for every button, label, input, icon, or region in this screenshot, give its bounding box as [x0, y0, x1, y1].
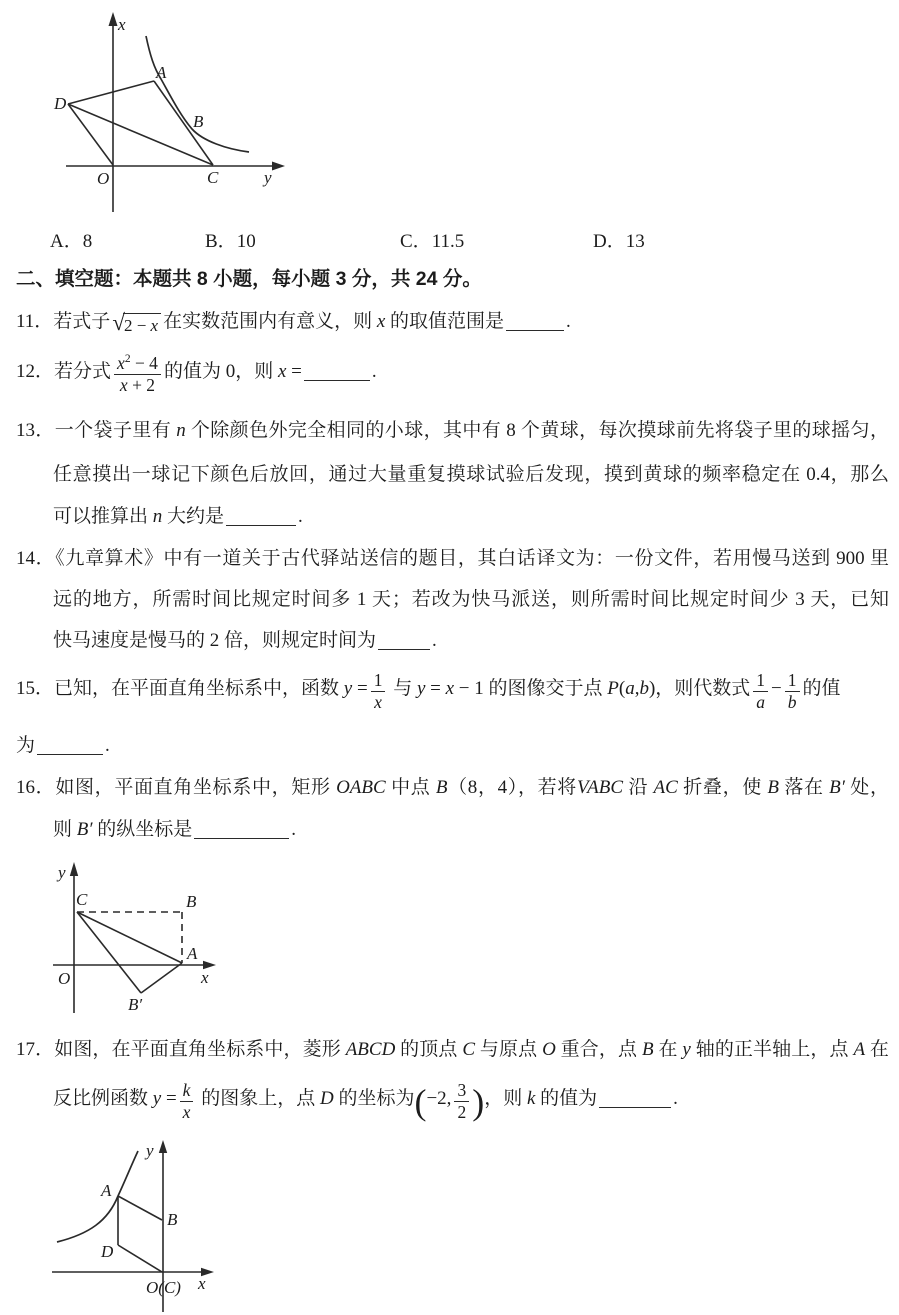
q17-line-1: [16, 1028, 889, 1071]
fig1-point-c-label: C: [207, 168, 219, 187]
q15-text-1b: 与 y = x − 1 的图像交于点 P(a,b)，则代数式: [388, 678, 751, 699]
q13-line-2: [53, 453, 889, 496]
fig3-point-a-label: A: [101, 1181, 112, 1200]
q15-text-1a: 已知，在平面直角坐标系中，函数 y =: [54, 678, 368, 699]
q14-line-3: [53, 619, 437, 662]
option-d: [593, 229, 645, 255]
fig2-x-axis-label: x: [201, 968, 209, 987]
fig1-point-a-label: A: [156, 63, 167, 82]
fig1-hyperbola-curve: [146, 36, 249, 152]
q11-period: .: [566, 311, 571, 332]
q15-answer-blank: [37, 740, 103, 755]
fig3-hyperbola-curve: [57, 1151, 138, 1242]
q17-answer-blank: [599, 1093, 671, 1108]
option-d-value: 13: [625, 231, 645, 252]
q15-f3-den: b: [785, 691, 800, 713]
option-a-letter: A．: [50, 231, 83, 252]
q16-answer-blank: [194, 824, 289, 839]
q12-answer-blank: [304, 366, 370, 381]
fig2-point-c-label: C: [76, 890, 88, 909]
q13-text-3: 可以推算出 n 大约是: [53, 506, 225, 527]
fig2-y-axis-label: y: [58, 863, 66, 882]
q17-period: .: [673, 1088, 678, 1109]
fig1-x-axis-label: x: [118, 15, 126, 34]
fig3-x-axis-label: x: [198, 1274, 206, 1293]
q15-f2-num: 1: [756, 670, 766, 691]
q15-f1-num: 1: [373, 670, 383, 691]
option-c-letter: C．: [400, 231, 432, 252]
q13-text-1: 一个袋子里有 n 个除颜色外完全相同的小球，其中有 8 个黄球，每次摸球前先将袋子里的球摇匀，: [54, 420, 889, 441]
option-c-value: 11.5: [431, 231, 465, 252]
q16-number: 16．: [16, 777, 56, 798]
q17-coordinate-fraction: [454, 1081, 469, 1122]
q17-line-2: [53, 1073, 678, 1125]
q12-period: .: [371, 361, 377, 382]
fig2-fold-triangle: [77, 912, 182, 993]
fig2-origin-label: O: [58, 969, 71, 988]
figure-rhombus-hyperbola: [40, 1136, 220, 1315]
figure-rectangle-fold: [45, 855, 223, 1017]
q13-period: .: [298, 506, 303, 527]
option-b-value: 10: [236, 231, 256, 252]
option-c: [400, 229, 464, 255]
q17-right-paren: ): [472, 1082, 485, 1122]
q16-text-2: 则 B′ 的纵坐标是: [53, 819, 193, 840]
q12-number: 12．: [16, 361, 55, 382]
q12-fraction-numerator: $x^2 - 4$: [117, 353, 158, 374]
fig2-point-a-label: A: [187, 944, 198, 963]
q11-radicand: 2 − x: [123, 313, 161, 336]
q17-text-2a: 反比例函数 y =: [53, 1088, 177, 1109]
q15-fraction-1-over-a: [753, 671, 768, 712]
q15-text-2: 为: [16, 735, 36, 756]
q13-number: 13．: [16, 420, 55, 441]
fig2-point-b-label: B: [186, 892, 197, 911]
fig3-origin-label: O(C): [146, 1278, 181, 1297]
fig1-segments: [68, 81, 213, 165]
fig3-point-d-label: D: [101, 1242, 114, 1261]
fig3-y-axis-label: y: [146, 1141, 154, 1160]
q15-number: 15．: [16, 678, 55, 699]
fig1-origin-label: O: [97, 169, 110, 188]
q17-c-den: 2: [454, 1101, 469, 1123]
q14-text-2: 远的地方，所需时间比规定时间多 1 天；若改为快马派送，则所需时间比规定时间少 3 天，已知: [53, 589, 889, 610]
q12-fraction-denominator: x + 2: [114, 374, 161, 396]
q15-fraction-1-over-x: [371, 671, 386, 712]
q12-fraction: [114, 353, 161, 395]
q13-text-2: 任意摸出一球记下颜色后放回，通过大量重复摸球试验后发现，摸到黄球的频率稳定在 0.4，那么: [53, 464, 889, 485]
fig1-point-d-label: D: [54, 94, 67, 113]
fig2-axes: [53, 862, 216, 1013]
q16-period: .: [291, 819, 297, 840]
q12-text-pre: 若分式: [54, 361, 112, 382]
q17-c-num: 3: [457, 1080, 467, 1101]
fig3-axes: [52, 1140, 214, 1312]
q17-f-den: x: [180, 1101, 194, 1123]
figure-hyperbola-quadrilateral: [50, 8, 295, 215]
q15-text-1c: 的值: [802, 678, 841, 699]
q16-text-1: 如图，平面直角坐标系中，矩形 OABC 中点 B（8，4），若将VABC 沿 AC 折叠，使 B 落在 B′ 处，: [55, 777, 889, 798]
q11-radical: [112, 310, 161, 336]
q16-line-1: [16, 766, 889, 809]
q14-period: .: [432, 630, 437, 651]
q15-f1-den: x: [371, 691, 386, 713]
fig3-point-b-label: B: [167, 1210, 178, 1229]
fig1-y-axis-label: y: [264, 168, 272, 187]
q14-text-1: 《九章算术》中有一道关于古代驿站送信的题目，其白话译文为：一份文件，若用慢马送到 900 里: [55, 548, 889, 569]
q17-left-paren: (: [414, 1082, 427, 1122]
q15-line-1: [16, 663, 841, 715]
q12-text-post: 的值为 0，则 x =: [163, 361, 302, 382]
q15-f2-den: a: [753, 691, 768, 713]
radical-sign: √: [112, 310, 125, 335]
q14-line-2: [53, 578, 889, 621]
question-11: [16, 300, 571, 343]
q14-answer-blank: [378, 635, 430, 650]
q11-answer-blank: [506, 316, 564, 331]
q15-fraction-1-over-b: [785, 671, 800, 712]
q17-coordinate: −2,: [426, 1088, 452, 1109]
option-b-letter: B．: [205, 231, 237, 252]
option-d-letter: D．: [593, 231, 626, 252]
question-12: [16, 346, 377, 398]
option-a: [50, 229, 92, 255]
q17-f-num: k: [182, 1080, 191, 1101]
q17-text-2b: 的图象上，点 D 的坐标为: [196, 1088, 415, 1109]
fig1-point-b-label: B: [193, 112, 204, 131]
q11-text-post: 在实数范围内有意义，则 x 的取值范围是: [163, 311, 505, 332]
q15-minus-sign: −: [771, 678, 782, 699]
q14-line-1: [16, 537, 889, 580]
section-header: 二、填空题：本题共 8 小题，每小题 3 分，共 24 分。: [16, 268, 482, 290]
q11-text-pre: 若式子: [53, 311, 111, 332]
option-a-value: 8: [82, 231, 93, 252]
q16-line-2: [53, 808, 296, 851]
q13-answer-blank: [226, 511, 296, 526]
q17-text-1: 如图，在平面直角坐标系中，菱形 ABCD 的顶点 C 与原点 O 重合，点 B 在 y 轴的正半轴上，点 A 在: [54, 1039, 889, 1060]
q17-text-2c: ，则 k 的值为: [484, 1088, 598, 1109]
q14-text-3: 快马速度是慢马的 2 倍，则规定时间为: [53, 630, 377, 651]
q14-number: 14．: [16, 548, 56, 569]
q15-line-2: [16, 724, 110, 767]
q17-fraction-k-over-x: [180, 1081, 194, 1122]
option-b: [205, 229, 256, 255]
q11-number: 11．: [16, 311, 54, 332]
q13-line-3: [53, 495, 303, 538]
q15-period: .: [105, 735, 110, 756]
q17-number: 17．: [16, 1039, 55, 1060]
fig3-rhombus-segments: [118, 1196, 162, 1272]
q15-f3-num: 1: [787, 670, 797, 691]
fig2-point-b-prime-label: B′: [128, 995, 143, 1014]
q13-line-1: [16, 409, 889, 452]
